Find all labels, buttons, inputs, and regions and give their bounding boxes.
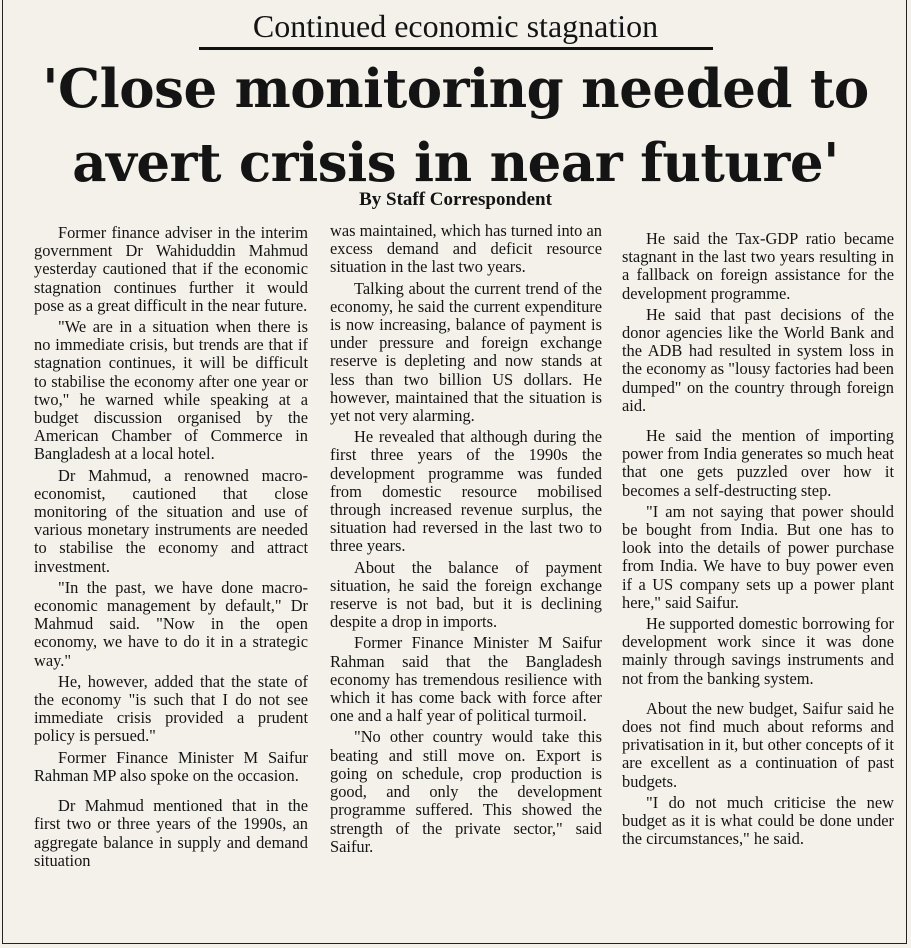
paragraph: He, however, added that the state of the economy "is such that I do not see immediate crisis provided a prudent policy is persued." xyxy=(34,671,308,746)
kicker-wrap xyxy=(0,8,911,50)
paragraph: "In the past, we have done macro-economic management by default," Dr Mahmud said. "Now in the open economy, we have to do it in a strategic way." xyxy=(34,577,308,670)
headline-line-1: 'Close monitoring needed to xyxy=(42,58,869,120)
paragraph: He said that past decisions of the donor agencies like the World Bank and the ADB had resulted in system loss in the economy as "lousy factories had been dumped" on the country through foreign aid. xyxy=(622,304,894,415)
kicker: Continued economic stagnation xyxy=(199,8,713,50)
paragraph: He said the Tax-GDP ratio became stagnant in the last two years resulting in a fallback on foreign assistance for the development programme. xyxy=(622,229,894,303)
paragraph: "No other country would take this beating and still move on. Export is going on schedule, crop production is good, and only the development programme suffered. This showed the strength of the private sector," said Saifur. xyxy=(330,727,602,856)
paragraph: was maintained, which has turned into an excess demand and deficit resource situation in the last two years. xyxy=(330,221,602,277)
paragraph: He said the mention of importing power from India generates so much heat that one gets puzzled over how it becomes a self-destructing step. xyxy=(622,426,894,500)
column-1 xyxy=(34,224,308,873)
column-3 xyxy=(622,230,894,852)
paragraph: "I am not saying that power should be bought from India. But one has to look into the details of power purchase from India. We have to buy power even if a US company sets up a power plant here," said Saifur. xyxy=(622,501,894,612)
headline-line-2: avert crisis in near future' xyxy=(72,132,839,194)
paragraph: He supported domestic borrowing for development work since it was done mainly through savings instruments and not from the banking system. xyxy=(622,614,894,688)
byline: By Staff Correspondent xyxy=(359,189,552,210)
paragraph: "I do not much criticise the new budget as it is what could be done under the circumstances," he said. xyxy=(622,792,894,849)
paragraph: He revealed that although during the first three years of the 1990s the development programme was funded from domestic resource mobilised through increased revenue surplus, the situation had reversed in the last two to three years. xyxy=(330,427,602,556)
paragraph: Talking about the current trend of the economy, he said the current expenditure is now increasing, balance of payment is under pressure and foreign exchange reserve is depleting and now stands at less than two billion US dollars. He however, maintained that the situation is yet not very alarming. xyxy=(330,278,602,426)
paragraph: Former Finance Minister M Saifur Rahman MP also spoke on the occasion. xyxy=(34,747,308,785)
paragraph: Former Finance Minister M Saifur Rahman said that the Bangladesh economy has tremendous resilience with which it has come back with force after one and a half year of political turmoil. xyxy=(330,633,602,726)
headline xyxy=(0,52,911,200)
paragraph: "We are in a situation when there is no immediate crisis, but trends are that if stagnation continues, it will be difficult to stabilise the economy after one year or two," he warned while speaking at a budget discussion organised by the American Chamber of Commerce in Bangladesh at a local hotel. xyxy=(34,317,308,464)
paragraph: Dr Mahmud, a renowned macro-economist, cautioned that close monitoring of the situation and use of various monetary instruments are needed to stabilise the economy and attract investment. xyxy=(34,465,308,576)
column-2 xyxy=(330,222,602,859)
paragraph: Dr Mahmud mentioned that in the first two or three years of the 1990s, an aggregate balance in supply and demand situation xyxy=(34,796,308,870)
paragraph: About the new budget, Saifur said he does not find much about reforms and privatisation in it, but other concepts of it are excellent as a continuation of past budgets. xyxy=(622,698,894,791)
paragraph: About the balance of payment situation, he said the foreign exchange reserve is not bad, but it is declining despite a drop in imports. xyxy=(330,557,602,632)
paragraph: Former finance adviser in the interim government Dr Wahiduddin Mahmud yesterday cautioned that if the economic stagnation continues further it would pose as a great difficult in the near future. xyxy=(34,223,308,315)
